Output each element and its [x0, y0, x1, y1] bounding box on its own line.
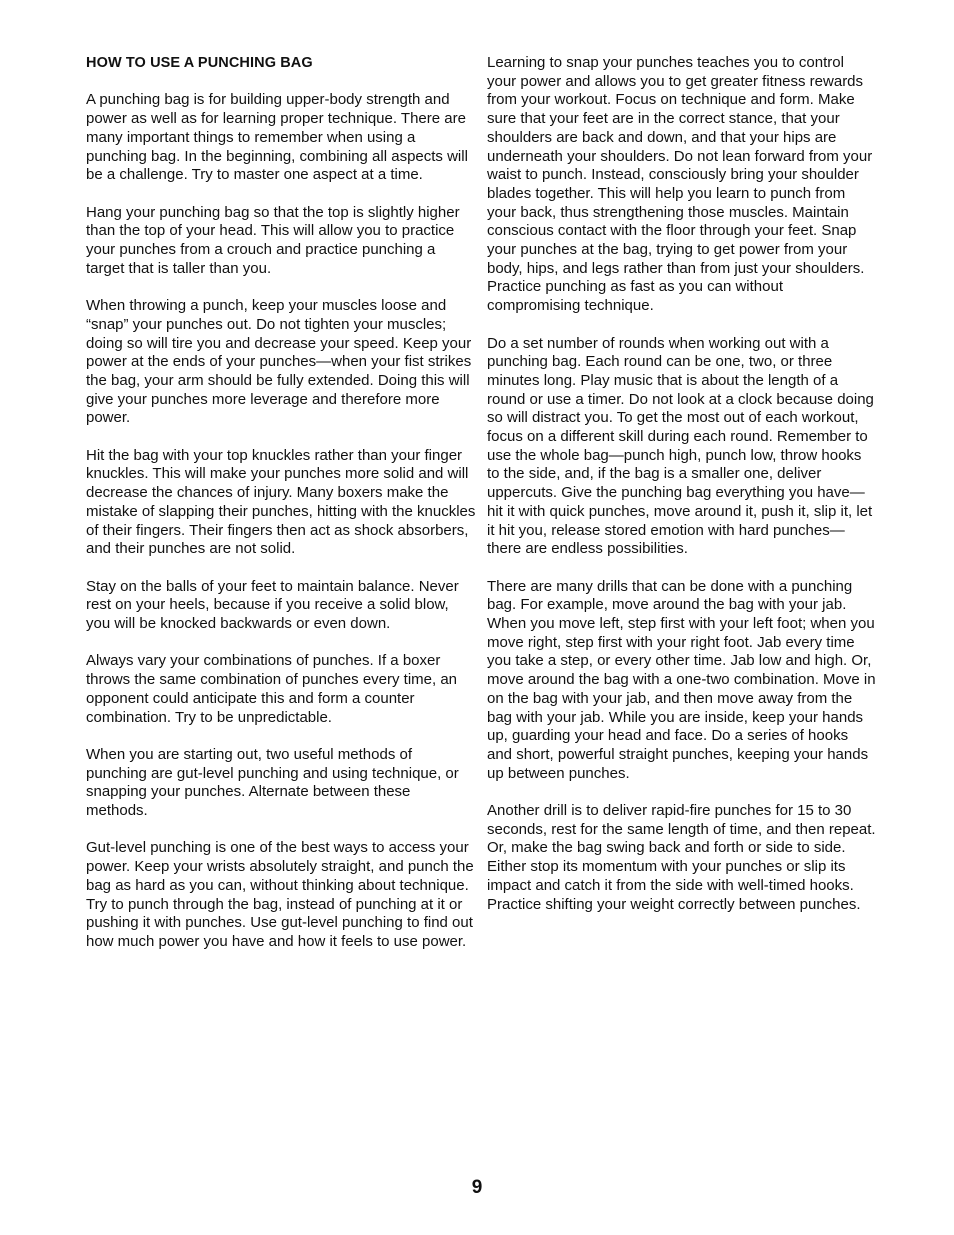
left-column: [86, 54, 476, 970]
paragraph: Hit the bag with your top knuckles rather than your finger knuckles. This will make your punches more solid and will decrease the chances of injury. Many boxers make the mistake of slapping their punches, hitting with the knuckles of their fingers. Their fingers then act as shock absorbers, and their punches are not solid.: [86, 446, 476, 558]
paragraph: When you are starting out, two useful methods of punching are gut-level punching and using technique, or snapping your punches. Alternate between these methods.: [86, 745, 459, 820]
page-number: 9: [471, 1177, 483, 1198]
paragraph: Hang your punching bag so that the top is slightly higher than the top of your head. This will allow you to practice your punches from a crouch and practice punching a target that is taller than you.: [86, 203, 460, 277]
paragraph: When throwing a punch, keep your muscles loose and “snap” your punches out. Do not tighten your muscles; doing so will tire you and decrease your speed. Keep your power at the ends of your punches—when your fist strikes the bag, your arm should be fully extended. Doing this will give your punches more leverage and therefore more power.: [86, 297, 472, 427]
paragraph: A punching bag is for building upper-body strength and power as well as for learning proper technique. There are many important things to remember when using a punching bag. In the beginning, combining all aspects will be a challenge. Try to master one aspect at a time.: [86, 91, 468, 184]
right-column: [487, 54, 877, 933]
section-heading: HOW TO USE A PUNCHING BAG: [86, 55, 313, 71]
paragraph: Gut-level punching is one of the best ways to access your power. Keep your wrists absolutely straight, and punch the bag as hard as you can, without thinking about technique. Try to punch through the bag, instead of punching at it or pushing it with punches. Use gut-level punching to find out how much power you have and how it feels to use power.: [86, 839, 474, 950]
paragraph: Another drill is to deliver rapid-fire punches for 15 to 30 seconds, rest for the same length of time, and then repeat. Or, make the bag swing back and forth or side to side. Either stop its momentum with your punches or slip its impact and catch it from the side with well-timed hooks. Practice shifting your weight correctly between punches.: [487, 802, 876, 913]
paragraph: There are many drills that can be done with a punching bag. For example, move around the bag with your jab. When you move left, step first with your left foot; when you move right, step first with your right foot. Jab every time you take a step, or every other time. Jab low and high. Or, move around the bag with a one-two combination. Move in on the bag with your jab, and then move away from the bag with your jab. While you are inside, keep your hands up, guarding your head and face. Do a series of hooks and short, powerful straight punches, keeping your hands up between punches.: [487, 577, 876, 782]
paragraph: Learning to snap your punches teaches you to control your power and allows you to get greater fitness rewards from your workout. Focus on technique and form. Make sure that your feet are in the correct stance, that your shoulders are back and down, and that your hips are underneath your shoulders. Do not lean forward from your waist to punch. Instead, consciously bring your shoulder blades together. This will help you learn to punch from your back, thus strengthening those muscles. Maintain conscious contact with the floor through your feet. Snap your punches at the bag, trying to get power from your body, hips, and legs rather than from just your shoulders. Practice punching as fast as you can without compromising technique.: [487, 54, 873, 315]
paragraph: Do a set number of rounds when working out with a punching bag. Each round can be one, two, or three minutes long. Play music that is about the length of a round or use a timer. Do not look at a clock because doing so will distract you. To get the most out of each workout, focus on a different skill during each round. Remember to use the whole bag—punch high, punch low, throw hooks to the side, and, if the bag is a smaller one, deliver uppercuts. Give the punching bag everything you have—hit it with quick punches, move around it, push it, slip it, let it hit you, release stored emotion with hard punches—there are endless possibilities.: [487, 334, 874, 558]
paragraph: Always vary your combinations of punches. If a boxer throws the same combination of punches every time, an opponent could anticipate this and form a counter combination. Try to be unpredictable.: [86, 652, 458, 726]
paragraph: Stay on the balls of your feet to maintain balance. Never rest on your heels, because if you receive a solid blow, you will be knocked backwards or even down.: [86, 577, 459, 633]
